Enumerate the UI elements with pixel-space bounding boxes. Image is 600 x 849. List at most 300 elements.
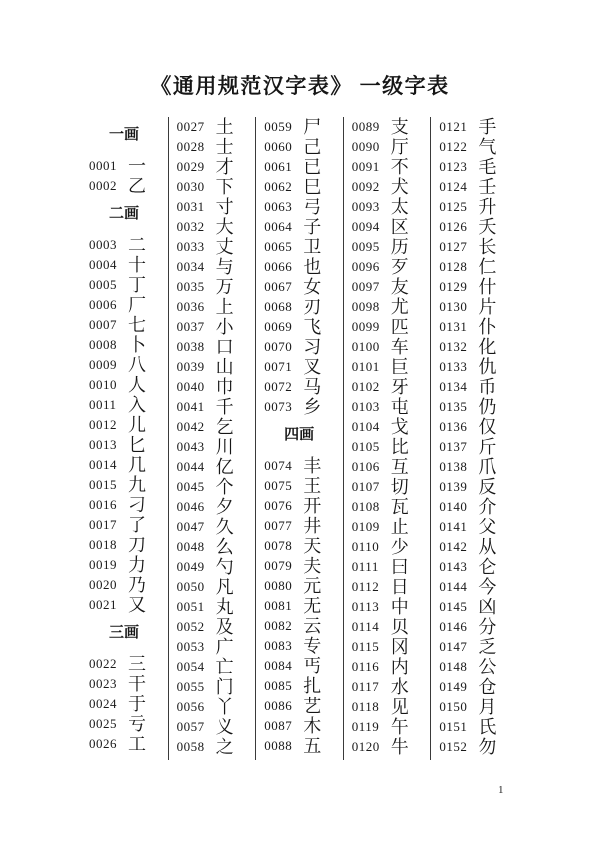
entry-character: 万 [215, 277, 234, 297]
entry-character: 习 [303, 337, 322, 357]
entry-row [352, 137, 431, 157]
entry-character: 升 [478, 197, 497, 217]
entry-character: 凶 [478, 597, 497, 617]
entry-character: 牛 [390, 737, 409, 757]
entry-character: 太 [390, 197, 409, 217]
entry-row [264, 476, 343, 496]
entry-number: 0095 [351, 239, 380, 254]
entry-character: 日 [390, 577, 409, 597]
entry-character: 卜 [128, 335, 146, 355]
entry-row [439, 217, 518, 237]
entry-row [89, 535, 168, 555]
entry-row [439, 197, 518, 217]
entry-number: 0002 [89, 178, 117, 193]
entry-number: 0001 [89, 158, 117, 173]
stroke-section-header: 四画 [284, 427, 315, 443]
entry-number: 0081 [264, 598, 293, 613]
entry-row [264, 297, 343, 317]
entry-number: 0040 [176, 379, 205, 394]
entry-number: 0115 [351, 639, 380, 654]
entry-number: 0029 [176, 159, 205, 174]
entry-row [439, 437, 518, 457]
entry-row [352, 597, 431, 617]
entry-row [439, 597, 518, 617]
entry-row [177, 617, 256, 637]
entry-character: 开 [303, 496, 322, 516]
entry-number: 0078 [264, 538, 293, 553]
entry-character: 士 [215, 137, 234, 157]
entry-character: 女 [303, 277, 322, 297]
entry-row [89, 315, 168, 335]
entry-character: 弓 [303, 197, 322, 217]
entry-row [89, 176, 168, 196]
entry-number: 0105 [351, 439, 380, 454]
entry-character: 区 [390, 217, 409, 237]
entry-row [439, 577, 518, 597]
entry-character: 大 [215, 217, 234, 237]
entry-number: 0024 [89, 696, 117, 711]
entry-row [439, 117, 518, 137]
entry-row [264, 656, 343, 676]
entry-character: 勺 [215, 557, 234, 577]
entry-row [439, 317, 518, 337]
stroke-section-header: 三画 [108, 625, 139, 641]
entry-row [352, 577, 431, 597]
entry-character: 王 [303, 476, 322, 496]
entry-row [439, 397, 518, 417]
entry-number: 0120 [351, 739, 380, 754]
entry-row [352, 497, 431, 517]
entry-number: 0152 [439, 739, 468, 754]
entry-row [439, 677, 518, 697]
entry-row [177, 177, 256, 197]
entry-row [264, 536, 343, 556]
entry-character: 氏 [478, 717, 497, 737]
entry-character: 乏 [478, 637, 497, 657]
entry-number: 0089 [351, 119, 380, 134]
entry-row [177, 377, 256, 397]
entry-row [177, 537, 256, 557]
entry-number: 0066 [264, 259, 293, 274]
entry-character: 之 [215, 737, 234, 757]
entry-number: 0068 [264, 299, 293, 314]
entry-character: 及 [215, 617, 234, 637]
entry-row [89, 255, 168, 275]
entry-number: 0131 [439, 319, 468, 334]
entry-character: 毛 [478, 157, 497, 177]
entry-character: 刃 [303, 297, 322, 317]
entry-row [439, 617, 518, 637]
entry-character: 厂 [128, 295, 146, 315]
entry-row [352, 357, 431, 377]
entry-row [177, 697, 256, 717]
entry-character: 夕 [215, 497, 234, 517]
entry-number: 0079 [264, 558, 293, 573]
entry-row [352, 217, 431, 237]
entry-character: 二 [128, 235, 146, 255]
entry-character: 下 [215, 177, 234, 197]
entry-number: 0016 [89, 497, 117, 512]
entry-row [352, 397, 431, 417]
entry-character: 扎 [303, 676, 322, 696]
entry-character: 长 [478, 237, 497, 257]
entry-number: 0145 [439, 599, 468, 614]
entry-row [439, 257, 518, 277]
entry-character: 义 [215, 717, 234, 737]
entry-character: 内 [390, 657, 409, 677]
entry-row [352, 437, 431, 457]
entry-number: 0127 [439, 239, 468, 254]
entry-number: 0070 [264, 339, 293, 354]
entry-character: 公 [478, 657, 497, 677]
entry-number: 0053 [176, 639, 205, 654]
entry-row [352, 697, 431, 717]
entry-character: 三 [128, 654, 146, 674]
entry-character: 水 [390, 677, 409, 697]
entry-character: 上 [215, 297, 234, 317]
entry-row [89, 654, 168, 674]
entry-row [439, 177, 518, 197]
entry-character: 亏 [128, 714, 146, 734]
entry-character: 壬 [478, 177, 497, 197]
entry-character: 叉 [303, 357, 322, 377]
entry-number: 0008 [89, 337, 117, 352]
entry-row [89, 595, 168, 615]
entry-number: 0124 [439, 179, 468, 194]
entry-row [439, 277, 518, 297]
entry-number: 0106 [351, 459, 380, 474]
entry-character: 无 [303, 596, 322, 616]
entry-row [89, 515, 168, 535]
entry-character: 匹 [390, 317, 409, 337]
entry-character: 乙 [128, 176, 146, 196]
entry-row [89, 295, 168, 315]
entry-row [89, 335, 168, 355]
entry-row [352, 177, 431, 197]
entry-character: 犬 [390, 177, 409, 197]
entry-character: 丐 [303, 656, 322, 676]
entry-character: 比 [390, 437, 409, 457]
entry-row [89, 156, 168, 176]
entry-number: 0080 [264, 578, 293, 593]
entry-character: 历 [390, 237, 409, 257]
entry-number: 0092 [351, 179, 380, 194]
entry-row [264, 157, 343, 177]
entry-character: 贝 [390, 617, 409, 637]
entry-character: 互 [390, 457, 409, 477]
entry-character: 支 [390, 117, 409, 137]
entry-row [439, 297, 518, 317]
entry-number: 0134 [439, 379, 468, 394]
entry-row [352, 677, 431, 697]
entry-number: 0102 [351, 379, 380, 394]
entry-number: 0108 [351, 499, 380, 514]
entry-number: 0110 [351, 539, 380, 554]
entry-row [177, 357, 256, 377]
entry-number: 0137 [439, 439, 468, 454]
entry-row [264, 456, 343, 476]
entry-character: 刀 [128, 535, 146, 555]
entry-number: 0151 [439, 719, 468, 734]
entry-character: 久 [215, 517, 234, 537]
entry-character: 儿 [128, 415, 146, 435]
entry-number: 0021 [89, 597, 117, 612]
entry-row [89, 495, 168, 515]
entry-character: 什 [478, 277, 497, 297]
entry-character: 寸 [215, 197, 234, 217]
entry-character: 干 [128, 674, 146, 694]
entry-character: 不 [390, 157, 409, 177]
entry-row [177, 117, 256, 137]
entry-row [89, 415, 168, 435]
entry-number: 0113 [351, 599, 380, 614]
entry-number: 0150 [439, 699, 468, 714]
entry-character: 反 [478, 477, 497, 497]
entry-row [439, 497, 518, 517]
entry-row [177, 197, 256, 217]
entry-number: 0056 [176, 699, 205, 714]
entry-row [89, 555, 168, 575]
entry-number: 0013 [89, 437, 117, 452]
entry-character: 片 [478, 297, 497, 317]
entry-character: 入 [128, 395, 146, 415]
entry-number: 0059 [264, 119, 293, 134]
entry-character: 工 [128, 734, 146, 754]
entry-character: 川 [215, 437, 234, 457]
entry-row [177, 257, 256, 277]
entry-row [352, 457, 431, 477]
entry-character: 丫 [215, 697, 234, 717]
entry-character: 父 [478, 517, 497, 537]
entry-number: 0025 [89, 716, 117, 731]
entry-character: 乡 [303, 397, 322, 417]
entry-number: 0022 [89, 656, 117, 671]
entry-number: 0075 [264, 478, 293, 493]
entry-number: 0052 [176, 619, 205, 634]
entry-character: 个 [215, 477, 234, 497]
entry-character: 又 [128, 595, 146, 615]
entry-character: 马 [303, 377, 322, 397]
entry-number: 0086 [264, 698, 293, 713]
entry-number: 0041 [176, 399, 205, 414]
entry-row [352, 477, 431, 497]
entry-number: 0123 [439, 159, 468, 174]
character-table [81, 117, 518, 760]
entry-row [177, 597, 256, 617]
entry-row [264, 137, 343, 157]
entry-character: 七 [128, 315, 146, 335]
entry-number: 0065 [264, 239, 293, 254]
entry-character: 已 [303, 157, 322, 177]
entry-number: 0006 [89, 297, 117, 312]
entry-number: 0082 [264, 618, 293, 633]
entry-character: 曰 [390, 557, 409, 577]
entry-character: 斤 [478, 437, 497, 457]
entry-character: 介 [478, 497, 497, 517]
entry-row [264, 616, 343, 636]
entry-number: 0109 [351, 519, 380, 534]
entry-character: 己 [303, 137, 322, 157]
entry-row [439, 357, 518, 377]
entry-row [264, 516, 343, 536]
entry-number: 0083 [264, 638, 293, 653]
entry-row [264, 317, 343, 337]
entry-row [352, 637, 431, 657]
entry-number: 0085 [264, 678, 293, 693]
entry-number: 0049 [176, 559, 205, 574]
entry-character: 瓦 [390, 497, 409, 517]
entry-row [352, 337, 431, 357]
entry-number: 0139 [439, 479, 468, 494]
entry-row [264, 117, 343, 137]
entry-row [264, 337, 343, 357]
entry-number: 0129 [439, 279, 468, 294]
entry-character: 屯 [390, 397, 409, 417]
entry-row [264, 696, 343, 716]
entry-character: 仍 [478, 397, 497, 417]
entry-row [89, 395, 168, 415]
entry-character: 八 [128, 355, 146, 375]
entry-row [352, 537, 431, 557]
entry-number: 0097 [351, 279, 380, 294]
entry-row [352, 657, 431, 677]
entry-character: 与 [215, 257, 234, 277]
entry-character: 巾 [215, 377, 234, 397]
entry-number: 0017 [89, 517, 117, 532]
page-title: 《通用规范汉字表》 一级字表 [150, 74, 450, 98]
entry-row [439, 517, 518, 537]
entry-character: 夫 [303, 556, 322, 576]
entry-character: 尸 [303, 117, 322, 137]
entry-row [177, 637, 256, 657]
entry-row [352, 197, 431, 217]
entry-row [264, 596, 343, 616]
entry-number: 0133 [439, 359, 468, 374]
entry-number: 0098 [351, 299, 380, 314]
entry-character: 刁 [128, 495, 146, 515]
entry-character: 今 [478, 577, 497, 597]
entry-character: 匕 [128, 435, 146, 455]
entry-number: 0144 [439, 579, 468, 594]
entry-number: 0033 [176, 239, 205, 254]
entry-character: 元 [303, 576, 322, 596]
entry-number: 0126 [439, 219, 468, 234]
entry-number: 0018 [89, 537, 117, 552]
entry-character: 丁 [128, 275, 146, 295]
entry-row [177, 337, 256, 357]
entry-row [264, 496, 343, 516]
entry-row [352, 517, 431, 537]
entry-character: 几 [128, 455, 146, 475]
entry-number: 0125 [439, 199, 468, 214]
entry-number: 0028 [176, 139, 205, 154]
entry-number: 0069 [264, 319, 293, 334]
entry-row [352, 717, 431, 737]
entry-number: 0088 [264, 738, 293, 753]
entry-row [439, 377, 518, 397]
entry-number: 0030 [176, 179, 205, 194]
entry-character: 夭 [478, 217, 497, 237]
entry-number: 0032 [176, 219, 205, 234]
entry-number: 0057 [176, 719, 205, 734]
entry-character: 午 [390, 717, 409, 737]
entry-character: 五 [303, 736, 322, 756]
entry-number: 0005 [89, 277, 117, 292]
entry-character: 乞 [215, 417, 234, 437]
entry-row [439, 157, 518, 177]
entry-number: 0062 [264, 179, 293, 194]
entry-row [89, 455, 168, 475]
entry-row [89, 235, 168, 255]
entry-character: 仁 [478, 257, 497, 277]
entry-row [264, 217, 343, 237]
stroke-section-header: 二画 [108, 206, 139, 222]
entry-row [352, 557, 431, 577]
entry-character: 门 [215, 677, 234, 697]
entry-row [439, 537, 518, 557]
entry-row [439, 697, 518, 717]
entry-number: 0091 [351, 159, 380, 174]
entry-number: 0046 [176, 499, 205, 514]
entry-number: 0036 [176, 299, 205, 314]
entry-row [177, 157, 256, 177]
entry-character: 牙 [390, 377, 409, 397]
entry-character: 了 [128, 515, 146, 535]
entry-number: 0090 [351, 139, 380, 154]
entry-row [439, 717, 518, 737]
entry-number: 0044 [176, 459, 205, 474]
entry-number: 0073 [264, 399, 293, 414]
entry-number: 0039 [176, 359, 205, 374]
entry-number: 0093 [351, 199, 380, 214]
entry-number: 0015 [89, 477, 117, 492]
entry-character: 爪 [478, 457, 497, 477]
entry-character: 仑 [478, 557, 497, 577]
entry-character: 力 [128, 555, 146, 575]
entry-number: 0045 [176, 479, 205, 494]
entry-number: 0019 [89, 557, 117, 572]
entry-character: 井 [303, 516, 322, 536]
entry-row [264, 716, 343, 736]
entry-number: 0146 [439, 619, 468, 634]
entry-row [439, 137, 518, 157]
entry-character: 亡 [215, 657, 234, 677]
entry-character: 巨 [390, 357, 409, 377]
entry-character: 冈 [390, 637, 409, 657]
entry-number: 0042 [176, 419, 205, 434]
entry-character: 见 [390, 697, 409, 717]
table-column [431, 117, 518, 760]
entry-row [177, 557, 256, 577]
entry-row [352, 257, 431, 277]
entry-number: 0010 [89, 377, 117, 392]
entry-row [177, 577, 256, 597]
entry-number: 0014 [89, 457, 117, 472]
entry-row [352, 617, 431, 637]
entry-character: 于 [128, 694, 146, 714]
entry-row [177, 237, 256, 257]
entry-character: 从 [478, 537, 497, 557]
entry-character: 九 [128, 475, 146, 495]
entry-number: 0103 [351, 399, 380, 414]
entry-character: 中 [390, 597, 409, 617]
entry-row [264, 377, 343, 397]
entry-character: 丰 [303, 456, 322, 476]
entry-number: 0141 [439, 519, 468, 534]
entry-number: 0072 [264, 379, 293, 394]
entry-character: 切 [390, 477, 409, 497]
entry-number: 0143 [439, 559, 468, 574]
